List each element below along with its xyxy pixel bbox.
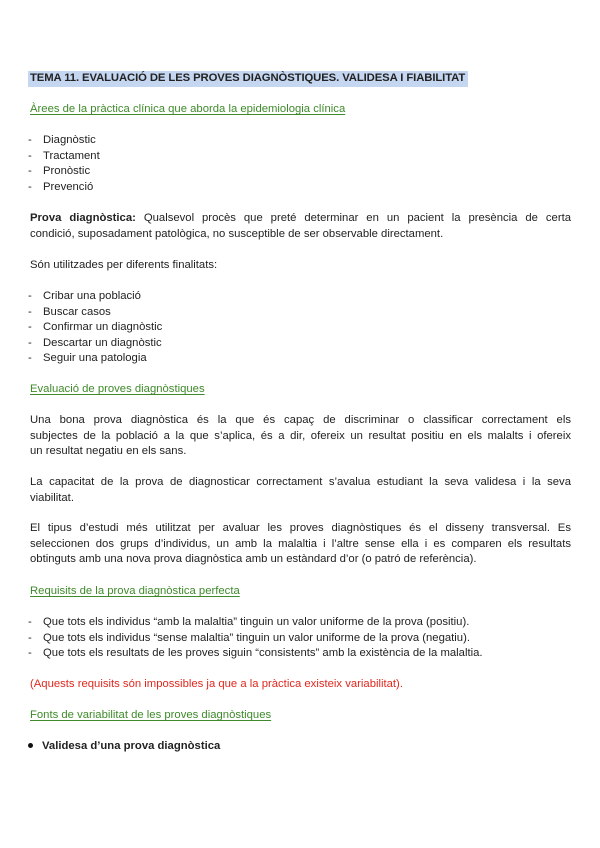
validity-bullet: Validesa d’una prova diagnòstica xyxy=(28,739,220,755)
heading-variability: Fonts de variabilitat de les proves diagnòstiques xyxy=(30,709,272,721)
list-dash: - xyxy=(28,631,32,644)
list-item: - Seguir una patologia xyxy=(28,351,162,367)
heading-clinical-areas: Àrees de la pràctica clínica que aborda la epidemiologia clínica xyxy=(30,103,346,115)
list-item: - Cribar una població xyxy=(28,289,162,305)
list-dash: - xyxy=(28,134,32,146)
list-dash: - xyxy=(28,180,32,193)
list-item: - Que tots els resultats de les proves siguin “consistents” amb la existència de la malaltia. xyxy=(28,646,483,662)
clinical-areas-list xyxy=(28,133,100,195)
list-item: - Buscar casos xyxy=(28,305,162,321)
heading-requirements: Requisits de la prova diagnòstica perfecta xyxy=(30,585,240,597)
uses-list xyxy=(28,289,162,367)
list-dash: - xyxy=(28,336,32,349)
list-dash: - xyxy=(28,616,32,628)
document-title: TEMA 11. EVALUACIÓ DE LES PROVES DIAGNÒSTIQUES. VALIDESA I FIABILITAT xyxy=(28,71,468,87)
list-item: - Que tots els individus “sense malaltia” tinguin un valor uniforme de la prova (negatiu). xyxy=(28,631,483,647)
list-dash: - xyxy=(28,321,32,333)
requirements-list xyxy=(28,615,483,662)
list-item: - Que tots els individus “amb la malaltia” tinguin un valor uniforme de la prova (positiu). xyxy=(28,615,483,631)
list-item: - Descartar un diagnòstic xyxy=(28,336,162,352)
list-dash: - xyxy=(28,290,32,302)
evaluation-paragraph-1: Una bona prova diagnòstica és la que és capaç de discriminar o classificar correctament els subjectes de la població a la que s’aplica, és a dir, ofereix un resultat positiu en els malalts i ofereix un resultat negatiu en els sans. xyxy=(30,414,571,457)
definition-term: Prova diagnòstica: xyxy=(30,212,136,224)
heading-evaluation: Evaluació de proves diagnòstiques xyxy=(30,383,205,395)
list-dash: - xyxy=(28,165,32,177)
list-dash: - xyxy=(28,149,32,162)
evaluation-paragraph-3: El tipus d’estudi més utilitzat per avaluar les proves diagnòstiques és el disseny transversal. Es seleccionen dos grups d’individus, un amb la malaltia i l’altre sense ella i es comparen els resultats obtinguts amb una nova prova diagnòstica amb un estàndard d’or (o patró de referència). xyxy=(30,522,571,565)
list-item: - Pronòstic xyxy=(28,164,100,180)
list-item: - Confirmar un diagnòstic xyxy=(28,320,162,336)
list-item: - Prevenció xyxy=(28,180,100,196)
list-dash: - xyxy=(28,647,32,659)
uses-intro: Són utilitzades per diferents finalitats: xyxy=(30,259,218,271)
list-dash: - xyxy=(28,352,32,364)
requirements-note: (Aquests requisits són impossibles ja que a la pràctica existeix variabilitat). xyxy=(30,678,403,690)
definition-paragraph: Prova diagnòstica: Qualsevol procès que preté determinar en un pacient la presència de certa condició, suposadament patològica, no susceptible de ser observable directament. xyxy=(30,212,572,240)
bullet-dot-icon xyxy=(28,743,33,748)
list-item: - Diagnòstic xyxy=(28,133,100,149)
list-dash: - xyxy=(28,305,32,318)
list-item: - Tractament xyxy=(28,149,100,165)
evaluation-paragraph-2: La capacitat de la prova de diagnosticar correctament s’avalua estudiant la seva validesa i la seva viabilitat. xyxy=(30,476,571,504)
